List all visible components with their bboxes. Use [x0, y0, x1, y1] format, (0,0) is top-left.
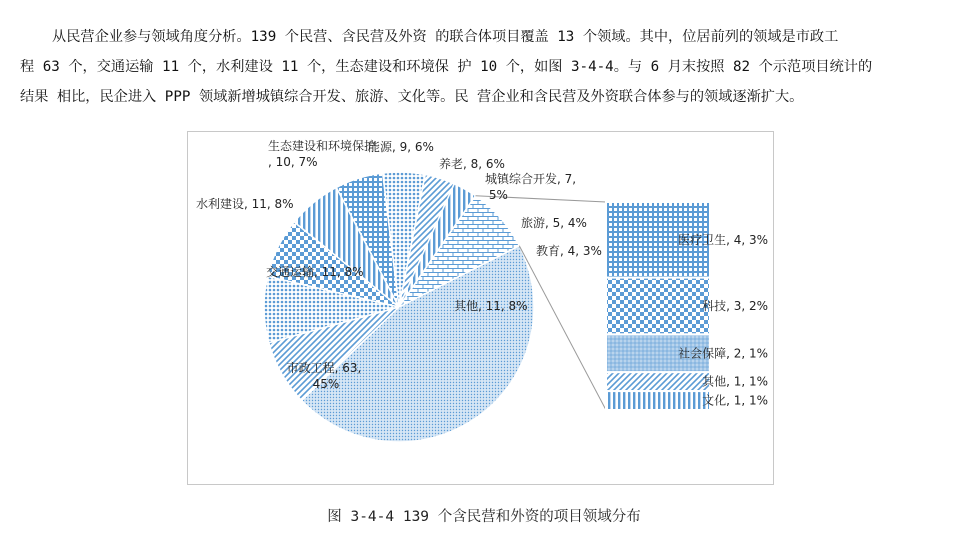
pie-label-2: 交通运输, 11, 8% — [266, 265, 364, 279]
bar-segment-5 — [606, 391, 710, 410]
bar-label-5: 文化, 1, 1% — [702, 393, 768, 408]
paragraph-line-1: 从民营企业参与领域角度分析。139 个民营、含民营及外资 的联合体项目覆盖 13 个领域。其中，位居前列的领域是市政工 — [52, 29, 839, 45]
figure-caption: 图 3-4-4 139 个含民营和外资的项目领域分布 — [327, 509, 641, 525]
pie-label-9: 教育, 4, 3% — [536, 244, 602, 258]
chart-frame — [187, 131, 774, 485]
pie-label-4: 生态建设和环境保护, 10, 7% — [268, 139, 377, 169]
paragraph-line-2: 程 63 个，交通运输 11 个，水利建设 11 个，生态建设和环境保 护 10 个，如图 3-4-4。与 6 月末按照 82 个示范项目统计的 — [20, 59, 873, 75]
pie-label-3: 水利建设, 11, 8% — [196, 197, 294, 211]
clipped-previous-text — [0, 0, 968, 4]
bar-label-4: 其他, 1, 1% — [702, 374, 768, 389]
bar-of-pie-chart — [188, 132, 773, 484]
bar-label-3: 社会保障, 2, 1% — [678, 346, 768, 361]
pie-label-1: 市政工程, 63, 45% — [286, 361, 362, 391]
paragraph-line-3: 结果 相比，民企进入 PPP 领域新增城镇综合开发、旅游、文化等。民 营企业和含民营及外资联合体参与的领域逐渐扩大。 — [20, 89, 804, 105]
bar-segment-4 — [606, 372, 710, 391]
pie-label-6: 养老, 8, 6% — [439, 157, 505, 171]
bar-segment-2 — [606, 278, 710, 335]
pie-label-7: 城镇综合开发, 7, 5% — [485, 172, 577, 202]
bar-label-2: 科技, 3, 2% — [702, 299, 768, 313]
pie-label-5: 能源, 9, 6% — [368, 140, 434, 154]
pie-label-10: 其他, 11, 8% — [454, 299, 528, 313]
pie-label-8: 旅游, 5, 4% — [521, 216, 587, 230]
bar-label-1: 医疗卫生, 4, 3% — [678, 232, 768, 247]
body-paragraph — [20, 22, 948, 112]
